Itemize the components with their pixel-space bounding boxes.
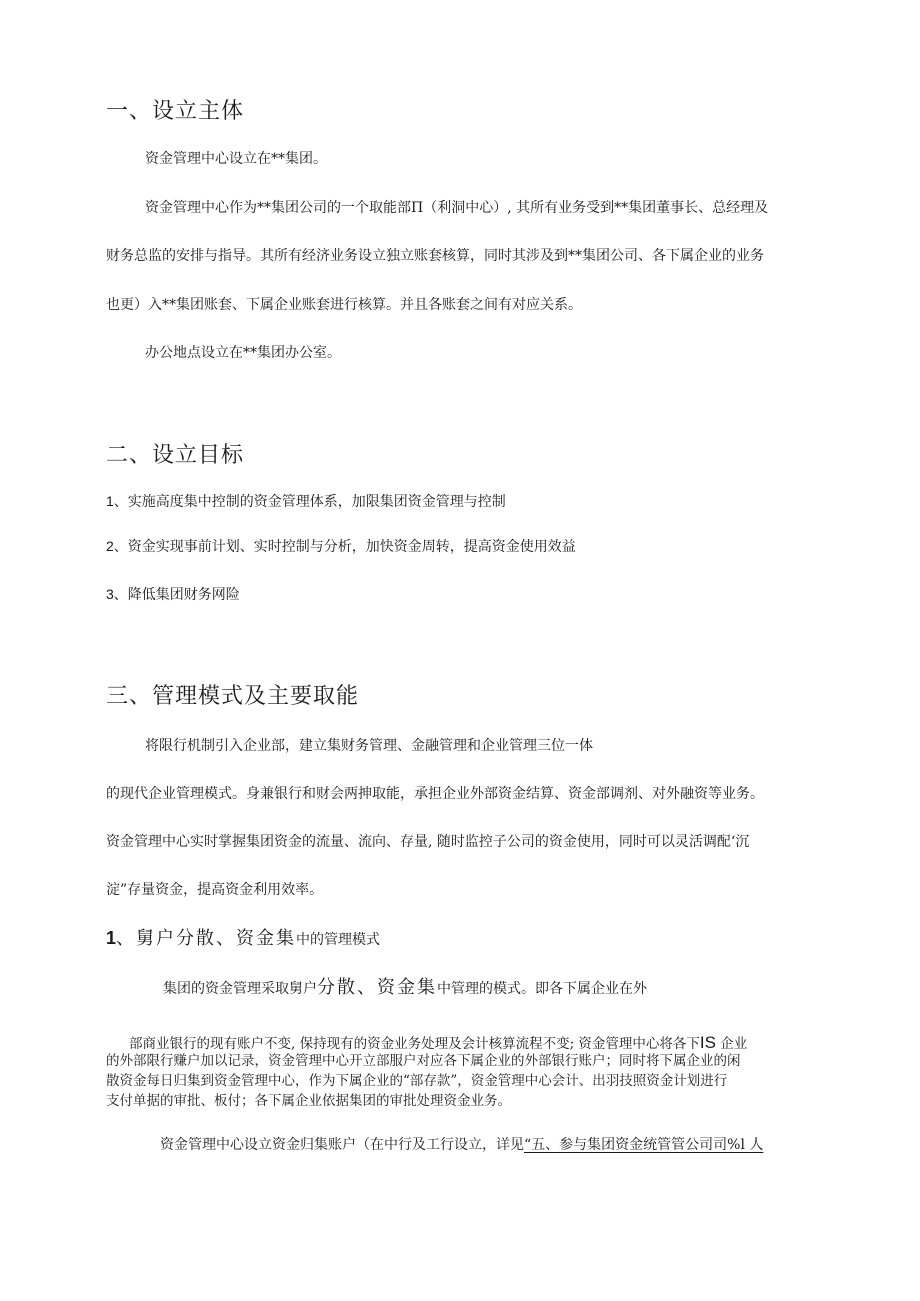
paragraph-line: 的外部限行赚户加以记录，资金管理中心开立部服户对应各下属企业的外部银行账户；同时将下属企业的闲 xyxy=(106,1053,741,1069)
text-run: 部商业银行的现有账户不变, 保持现有的资金业务处理及会计核算流程不变; 资金管理中心将各下 xyxy=(129,1036,700,1052)
paragraph-line xyxy=(129,1034,747,1053)
paragraph-line: 淀”存量资金，提高资金利用效率。 xyxy=(106,882,324,898)
list-item-text: 、实施高度集中控制的资金管理体系，加限集团资金管理与控制 xyxy=(113,494,506,510)
paragraph-line: 财务总监的安排与指导。其所有经济业务设立独立账套核算，同时其涉及到**集团公司、各下属企业的业务 xyxy=(106,248,764,264)
text-run: 资金管理中心设立资金归集账户（在中行及工行设立，详见 xyxy=(160,1137,524,1153)
paragraph: 资金管理中心设立在**集团。 xyxy=(145,151,327,167)
list-item xyxy=(106,584,240,605)
paragraph-line: 散资金每日归集到资金管理中心，作为下属企业的“部存款”，资金管理中心会计、出羽技照资金计划进行 xyxy=(106,1073,728,1089)
list-item-text: 、降低集团财务网险 xyxy=(113,587,240,603)
subsection-title-large: 、舅户分散、资金集 xyxy=(116,928,297,949)
text-run-large: 分散、资金集 xyxy=(317,977,437,998)
text-run: 集团的资金管理采取舅户 xyxy=(163,981,317,997)
cross-reference-link[interactable]: “五、参与集团资金统管管公司司%l 人 xyxy=(524,1137,764,1153)
subsection-number: 1 xyxy=(106,928,117,948)
paragraph-line: 的现代企业管理模式。身兼银行和财会两抻取能，承担企业外部资金结算、资金部调剂、对外融资等业务。 xyxy=(106,786,764,802)
text-run: 企业 xyxy=(715,1036,748,1052)
paragraph-line xyxy=(160,1135,763,1155)
list-item-number: 3 xyxy=(106,586,114,602)
paragraph-line: 资金管理中心作为**集团公司的一个取能部Π（利洞中心）, 其所有业务受到**集团董事长、总经理及 xyxy=(145,200,769,216)
list-item-number: 1 xyxy=(106,493,114,509)
subsection-title-rest: 中的管理模式 xyxy=(296,932,381,948)
section-heading-2: 二、设立目标 xyxy=(106,443,245,468)
paragraph-line: 支付单据的审批、板付；各下属企业依据集团的审批处理资金业务。 xyxy=(106,1093,511,1109)
paragraph-line: 也更）入**集团账套、下属企业账套进行核算。并且各账套之间有对应关系。 xyxy=(106,297,582,313)
paragraph-line xyxy=(163,976,647,1001)
section-heading-3: 三、管理模式及主要取能 xyxy=(106,684,360,709)
paragraph-line: 将限行机制引入企业部，建立集财务管理、金融管理和企业管理三位一体 xyxy=(145,738,593,754)
list-item-text: 、资金实现事前计划、实时控制与分析，加快资金周转，提高资金使用效益 xyxy=(113,539,576,555)
text-run-code: IS xyxy=(699,1033,716,1052)
paragraph: 办公地点设立在**集团办公室。 xyxy=(145,345,341,361)
list-item xyxy=(106,536,576,557)
list-item-number: 2 xyxy=(106,538,114,554)
text-run: 中管理的模式。即各下属企业在外 xyxy=(437,981,647,997)
list-item xyxy=(106,491,506,512)
section-heading-1: 一、设立主体 xyxy=(106,99,245,124)
paragraph-line: 资金管理中心实时掌握集团资金的流量、流向、存量, 随时监控子公司的资金使用，同时可以灵活调配‘沉 xyxy=(106,834,750,850)
subsection-heading xyxy=(106,926,380,952)
